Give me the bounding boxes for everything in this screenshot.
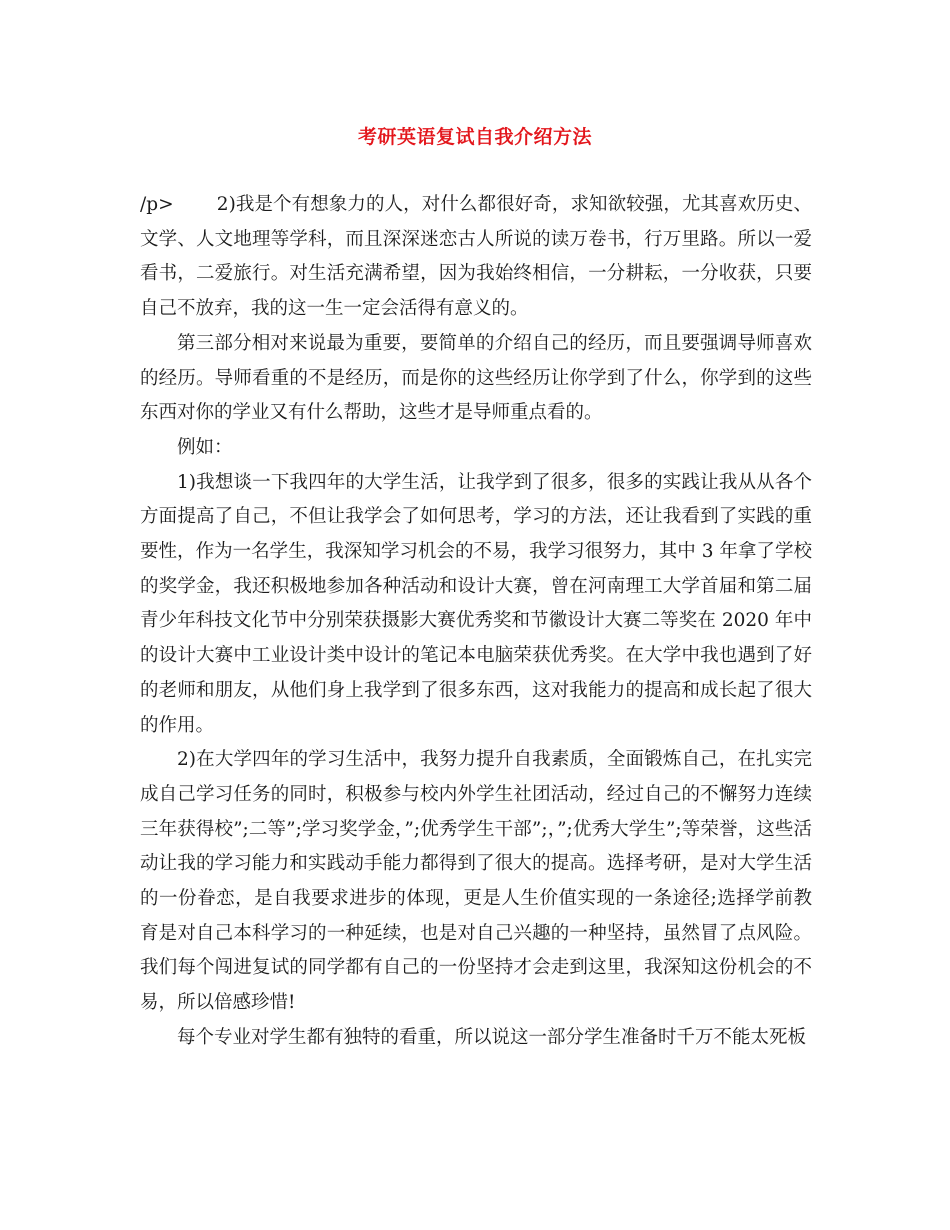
paragraph: 1)我想谈一下我四年的大学生活，让我学到了很多，很多的实践让我从从各个方面提高了自己，不但让我学会了如何思考，学习的方法，还让我看到了实践的重要性，作为一名学生，我深知学习机会的不易，我学习很努力，其中 3 年拿了学校的奖学金，我还积极地参加各种活动和设计大赛，曾在河南理工大学首届和第二届青少年科技文化节中分别荣获摄影大赛优秀奖和节徽设计大赛二等奖在 2020 年中的设计大赛中工业设计类中设计的笔记本电脑荣获优秀奖。在大学中我也遇到了好的老师和朋友，从他们身上我学到了很多东西，这对我能力的提高和成长起了很大的作用。 bbox=[140, 471, 812, 736]
paragraph: 每个专业对学生都有独特的看重，所以说这一部分学生准备时千万不能太死板 bbox=[177, 1026, 807, 1048]
paragraph: 第三部分相对来说最为重要，要简单的介绍自己的经历，而且要强调导师喜欢的经历。导师看重的不是经历，而是你的这些经历让你学到了什么，你学到的这些东西对你的学业又有什么帮助，这些才是导师重点看的。 bbox=[140, 332, 812, 424]
paragraph: 2)在大学四年的学习生活中，我努力提升自我素质，全面锻炼自己，在扎实完成自己学习任务的同时，积极参与校内外学生社团活动，经过自己的不懈努力连续三年获得校”;二等”;学习奖学金，”;优秀学生干部”;，”;优秀大学生”;等荣誉，这些活动让我的学习能力和实践动手能力都得到了很大的提高。选择考研，是对大学生活的一份眷恋，是自我要求进步的体现，更是人生价值实现的一条途径;选择学前教育是对自己本科学习的一种延续，也是对自己兴趣的一种坚持，虽然冒了点风险。我们每个闯进复试的同学都有自己的一份坚持才会走到这里，我深知这份机会的不易，所以倍感珍惜! bbox=[140, 749, 812, 1014]
document-title: 考研英语复试自我介绍方法 bbox=[357, 126, 592, 148]
paragraph: 例如： bbox=[177, 436, 233, 458]
paragraph: /p> 2)我是个有想象力的人，对什么都很好奇，求知欲较强，尤其喜欢历史、文学、人文地理等学科，而且深深迷恋古人所说的读万卷书，行万里路。所以一爱看书，二爱旅行。对生活充满希望，因为我始终相信，一分耕耘，一分收获，只要自己不放弃，我的这一生一定会活得有意义的。 bbox=[140, 194, 812, 320]
document-body bbox=[140, 188, 812, 1056]
